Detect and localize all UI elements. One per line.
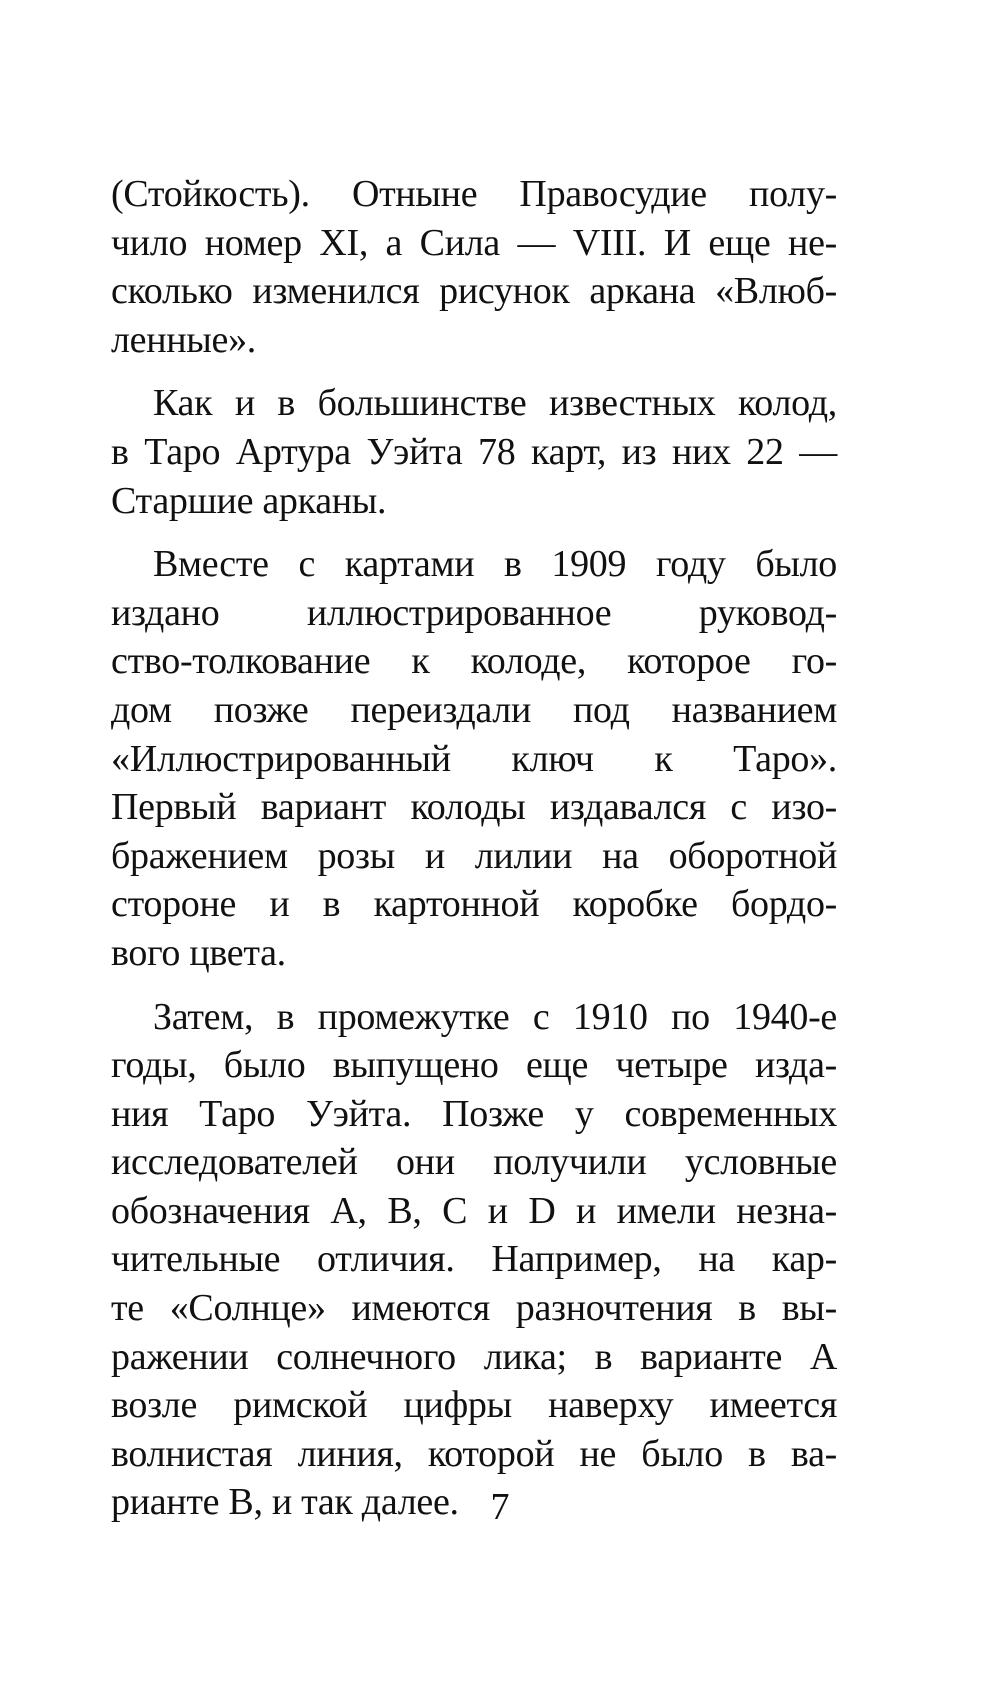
text-line: вого цвета.: [111, 931, 286, 974]
text-line: в Таро Артура Уэйта 78 карт, из них 22 —: [111, 430, 837, 473]
paragraph-gap: [111, 978, 837, 993]
text-line: те «Солнце» имеются разночтения в вы-: [111, 1287, 837, 1330]
paragraph-gap: [111, 364, 837, 379]
text-line: Старшие арканы.: [111, 479, 387, 522]
body-text: [111, 170, 837, 1527]
text-line: возле римской цифры наверху имеется: [111, 1384, 837, 1427]
text-line: ство-толкование к колоде, которое го-: [111, 640, 837, 683]
text-line: сколько изменился рисунок аркана «Влюб-: [111, 270, 837, 313]
text-line: Первый вариант колоды издавался с изо-: [111, 786, 837, 829]
text-line: чительные отличия. Например, на кар-: [111, 1238, 837, 1281]
text-line: ражении солнечного лика; в варианте А: [111, 1335, 837, 1378]
text-line: Вместе с картами в 1909 году было: [153, 543, 837, 586]
text-line: бражением розы и лилии на оборотной: [111, 834, 837, 877]
text-line: ния Таро Уэйта. Позже у современных: [111, 1092, 837, 1135]
text-line: дом позже переиздали под названием: [111, 688, 837, 731]
text-line: годы, было выпущено еще четыре изда-: [111, 1044, 837, 1087]
paragraph: [111, 379, 837, 525]
text-line: исследователей они получили условные: [111, 1141, 837, 1184]
paragraph: [111, 170, 837, 364]
text-line: рианте В, и так далее.: [111, 1481, 459, 1524]
text-line: ленные».: [111, 318, 256, 361]
text-line: волнистая линия, которой не было в ва-: [111, 1432, 837, 1475]
text-line: Затем, в промежутке с 1910 по 1940-е: [153, 995, 837, 1038]
paragraph: [111, 993, 837, 1528]
text-line: «Иллюстрированный ключ к Таро».: [111, 737, 837, 780]
text-line: (Стойкость). Отныне Правосудие полу-: [111, 173, 837, 215]
text-line: стороне и в картонной коробке бордо-: [111, 883, 837, 926]
text-line: издано иллюстрированное руковод-: [111, 591, 837, 634]
text-line: чило номер XI, а Сила — VIII. И еще не-: [111, 221, 837, 264]
paragraph: [111, 540, 837, 977]
text-line: обозначения A, B, C и D и имели незна-: [111, 1189, 837, 1232]
paragraph-gap: [111, 525, 837, 540]
text-line: Как и в большинстве известных колод,: [153, 382, 837, 425]
page-number: 7: [490, 1486, 510, 1528]
